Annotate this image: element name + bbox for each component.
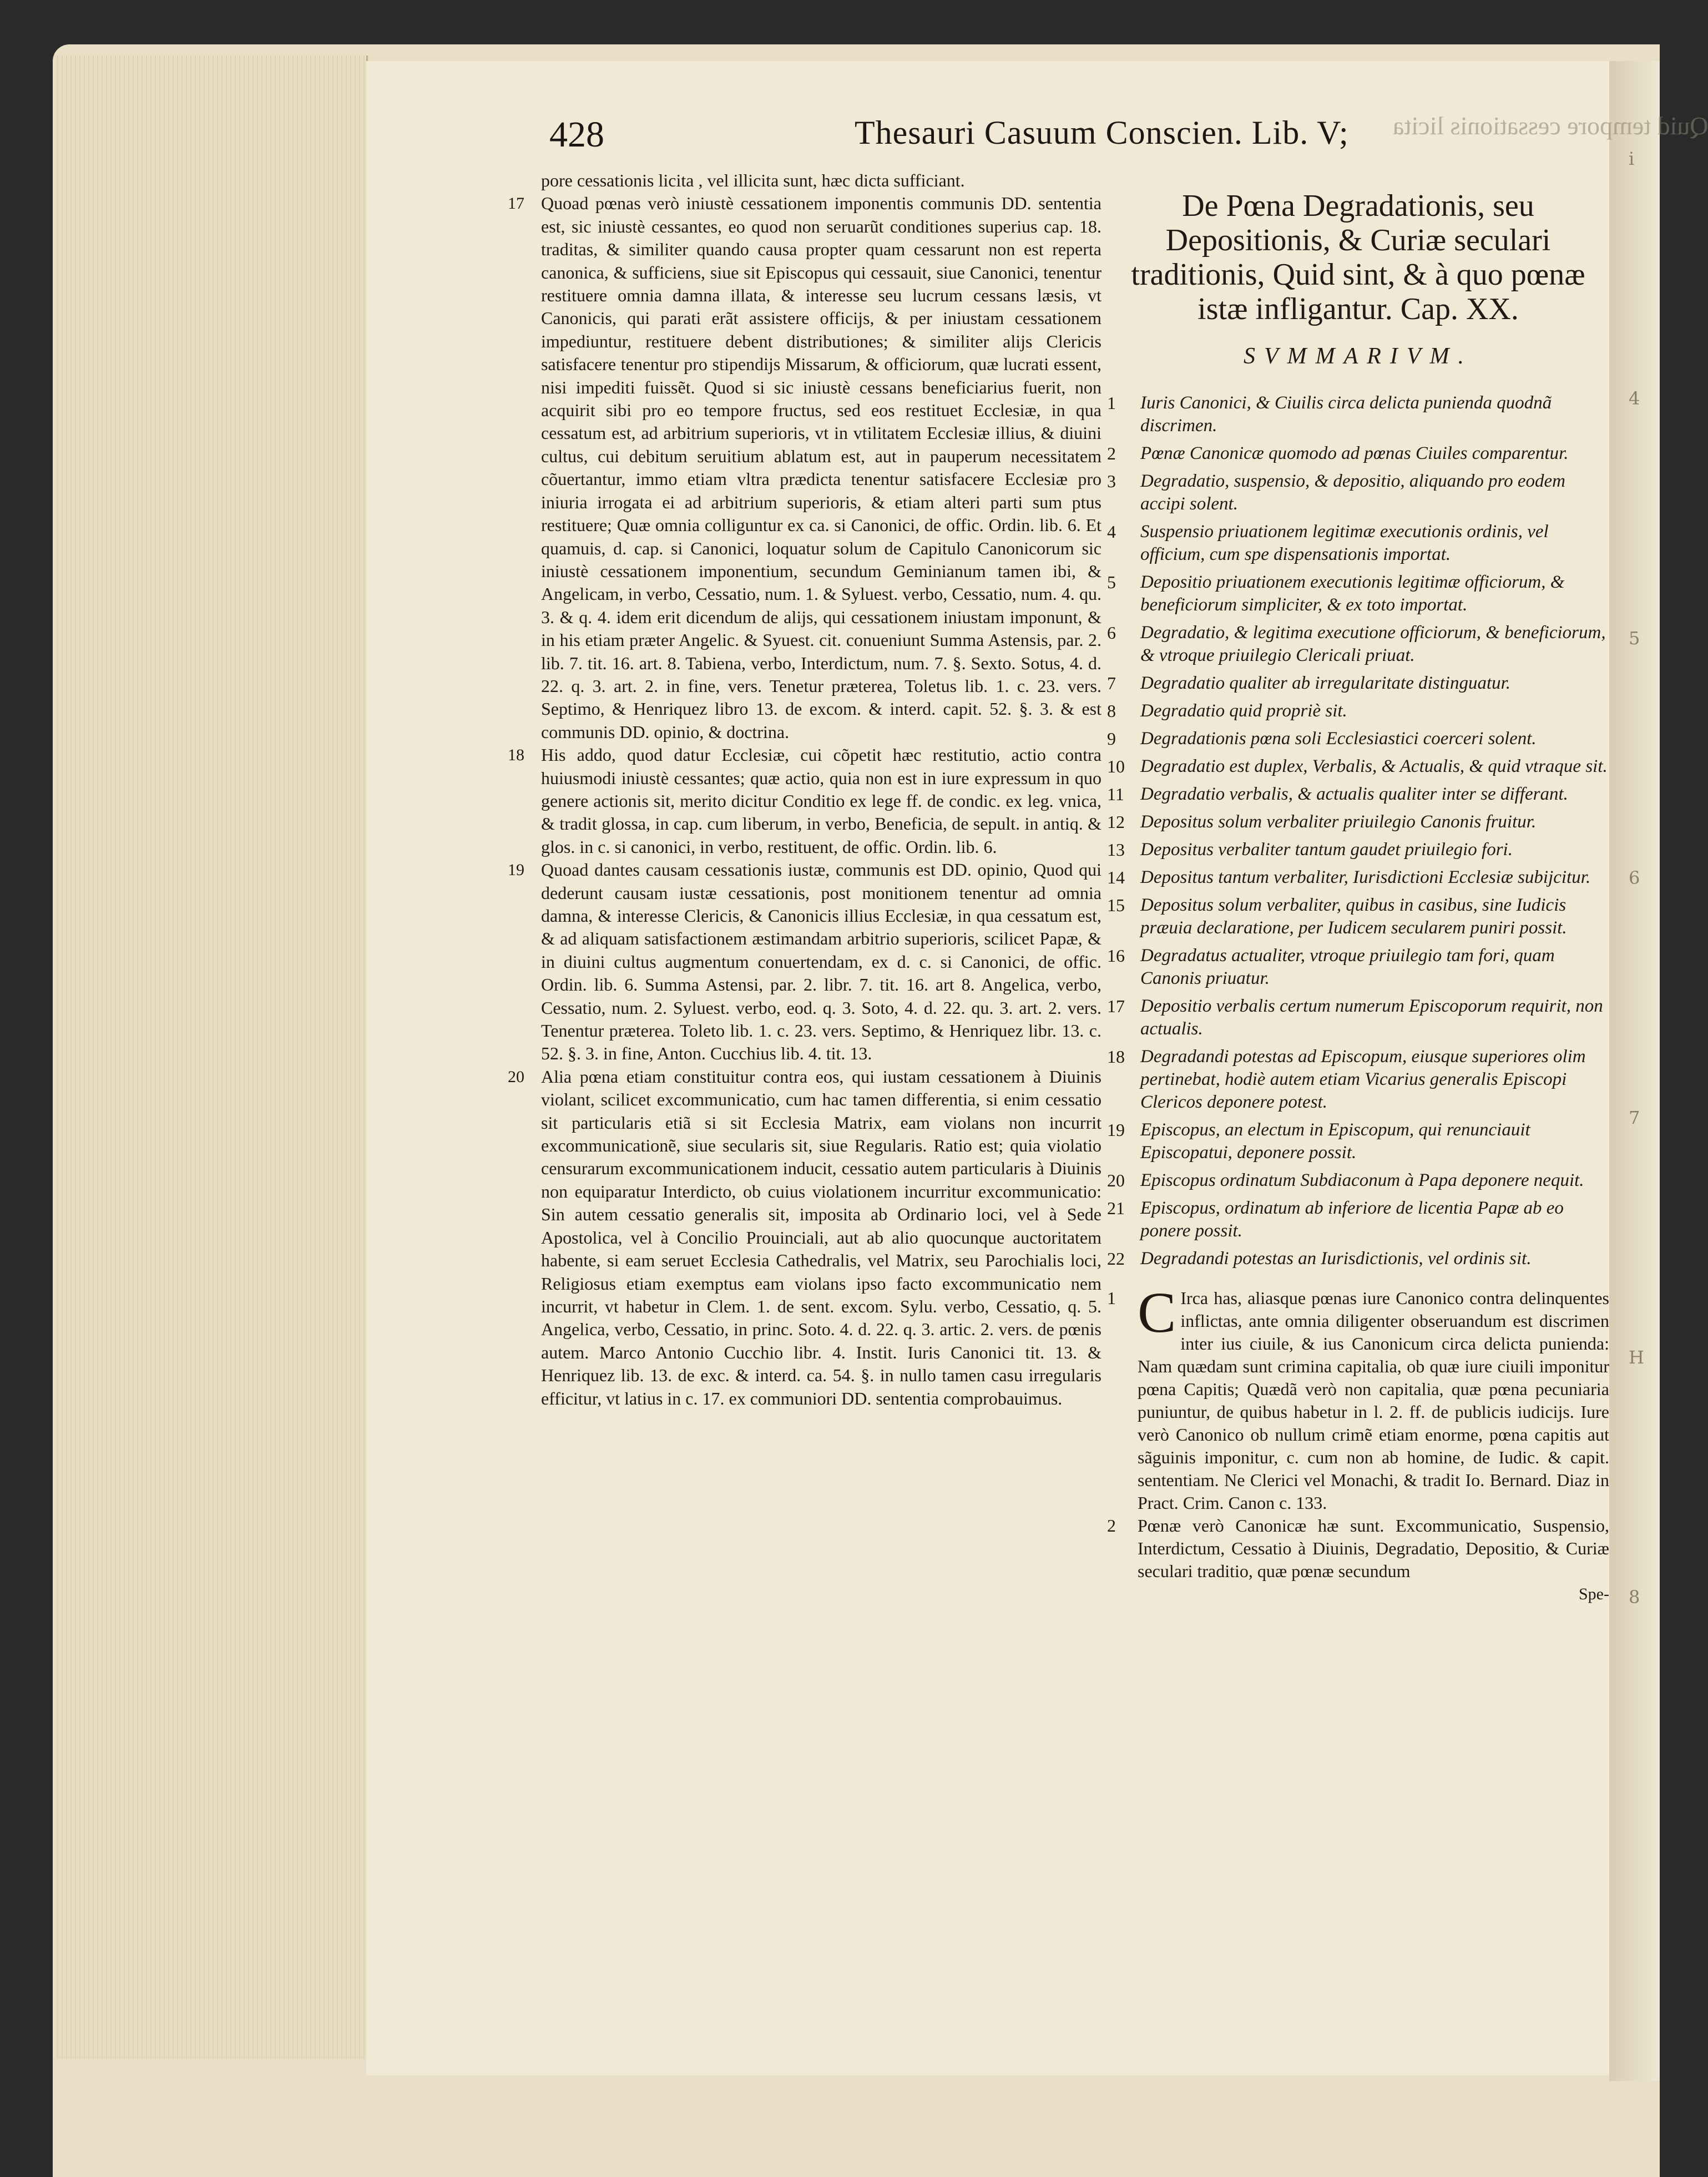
summary-item bbox=[1107, 995, 1609, 1040]
summary-item bbox=[1107, 1247, 1609, 1270]
summary-number: 17 bbox=[1107, 996, 1125, 1016]
summary-item bbox=[1107, 521, 1609, 566]
summary-item bbox=[1107, 894, 1609, 940]
catchword: Spe- bbox=[1579, 1585, 1609, 1603]
paragraph-number: 1 bbox=[1107, 1288, 1116, 1308]
paragraph-text: Pœnæ verò Canonicæ hæ sunt. Excommunicatio, Suspensio, Interdictum, Cessatio à Diuinis, Degradatio, Depositio, & Curiæ seculari traditio, quæ pœnæ secundum bbox=[1138, 1516, 1609, 1581]
paragraph-text: Quoad pœnas verò iniustè cessationem imponentis communis DD. sententia est, sic iniustè cessantes, eo quod non seruarũt conditiones superius cap. 18. traditas, & similiter quando causa propter quam cessarunt non est reperta canonica, & sufficiens, siue sit Episcopus qui cessauit, siue Canonici, tenentur restituere omnia damna illata, & interesse seu lucrum cessans læsis, vt Canonicis, qui parati erãt assistere officijs, & per iniustam cessationem impediuntur, restituere debent distributiones; & similiter alijs Clericis satisfacere tenentur pro stipendijs Missarum, & officiorum, quæ lucrati essent, nisi impediti fuissẽt. Quod si sic iniustè cessans beneficiarius fuerit, non acquirit sibi pro eo tempore fructus, sed eos restituet Ecclesiæ, in qua cessatum est, ad arbitrium superioris, vt in vtilitatem Ecclesiæ illius, & diuini cultus, cui debitum seruitium ablatum est, aut in pauperum necessitatem cõuertantur, immo etiam vltra prædicta tenentur satisfacere Ecclesiæ pro iniuria irrogata ei ad arbitrium superioris, & etiam alteri parti sum ptus restituere; Quæ omnia colliguntur ex ca. si Canonici, de offic. Ordin. lib. 6. Et quamuis, d. cap. si Canonici, loquatur solum de Capitulo Canonicorum sic iniustè cessationem imponentium, secundum Geminianum tamen ibi, & Angelicam, in verbo, Cessatio, num. 1. & Syluest. verbo, Cessatio, num. 4. qu. 3. & q. 4. idem erit dicendum de alijs, qui cessationem iniustam imponunt, & in his etiam præter Angelic. & Syuest. cit. conueniunt Summa Astensis, par. 2. lib. 7. tit. 16. art. 8. Tabiena, verbo, Interdictum, num. 7. §. Sexto. Sotus, 4. d. 22. q. 3. art. 2. in fine, vers. Tenetur præterea, Toletus lib. 1. c. 23. vers. Septimo, & Henriquez libro 13. de excom. & interd. capit. 52. §. 3. & est communis DD. opinio, & doctrina. bbox=[541, 193, 1101, 742]
paragraph-text: Irca has, aliasque pœnas iure Canonico contra delinquentes inflictas, ante omnia diligenter obseruandum est discrimen inter ius ciuile, & ius Canonicum circa delicta punienda: Nam quædam sunt crimina capitalia, ob quæ iure ciuili imponitur pœna Capitis; Quædã verò non capitalia, quæ pœna pecuniaria puniuntur, de quibus habetur in l. 2. ff. de publicis iudicijs. Iure verò Canonico ob nullum crimẽ etiam enorme, pœna capitis aut sãguinis imponitur, c. cum non ab homine, de Iudic. & capit. sententiam. Ne Clerici vel Monachi, & tradit Io. Bernard. Diaz in Pract. Crim. Canon c. 133. bbox=[1138, 1288, 1609, 1513]
summary-item bbox=[1107, 700, 1609, 723]
summary-number: 5 bbox=[1107, 572, 1116, 592]
summary-item bbox=[1107, 1169, 1609, 1192]
summary-text: Degradandi potestas an Iurisdictionis, vel ordinis sit. bbox=[1140, 1249, 1532, 1269]
paragraph-number: 19 bbox=[508, 861, 524, 880]
summary-text: Degradandi potestas ad Episcopum, eiusque superiores olim pertinebat, hodiè autem etiam Vicarius generalis Episcopi Clericos deponere potest. bbox=[1140, 1047, 1586, 1112]
summary-text: Depositio verbalis certum numerum Episcoporum requirit, non actualis. bbox=[1140, 996, 1603, 1039]
summary-number: 19 bbox=[1107, 1120, 1125, 1140]
paragraph-text: Alia pœna etiam constituitur contra eos, qui iustam cessationem à Diuinis violant, scilicet excommunicatio, cum hac tamen differentia, si enim cessatio sit particularis etiã si sit Ecclesia Matrix, eam violans non incurrit excommunicationẽ, siue secularis sit, siue Regularis. Ratio est; quia violatio censurarum excommunicationem inducit, cessatio autem particularis à Diuinis non equiparatur Interdicto, ob cuius violationem incurritur excommunicatio: Sin autem cessatio generalis sit, imposita ab Ordinario loci, vel à Sede Apostolica, vel à Concilio Prouinciali, aut ab alio quocunque auctoritatem habente, si eam seruet Ecclesia Cathedralis, vel Matrix, seu Parochialis loci, Religiosus etiam exemptus eam violans ipso facto excommunicatio nem incurrit, vt habetur in Clem. 1. de sent. excom. Sylu. verbo, Cessatio, q. 5. Angelica, verbo, Cessatio, in princ. Soto. 4. d. 22. q. 3. artic. 2. vers. de pœnis autem. Marco Antonio Cucchio libr. 4. Instit. Iuris Canonici tit. 13. & Henriquez lib. 13. de exc. & interd. ca. 54. §. in nullo tamen casu irregularis efficitur, vt latius in c. 17. ex communiori DD. sententia comprobauimus. bbox=[541, 1066, 1101, 1408]
next-page-glyph: 4 bbox=[1629, 388, 1640, 409]
next-page-glyph: i bbox=[1629, 148, 1635, 169]
left-paragraph bbox=[508, 192, 1101, 744]
summary-number: 9 bbox=[1107, 729, 1116, 749]
next-page-glyph: 5 bbox=[1629, 628, 1640, 649]
summary-item bbox=[1107, 728, 1609, 750]
drop-cap: C bbox=[1138, 1281, 1176, 1345]
next-page-glyph: 7 bbox=[1629, 1107, 1640, 1128]
summary-item bbox=[1107, 672, 1609, 695]
summary-number: 15 bbox=[1107, 895, 1125, 915]
summary-list bbox=[1107, 392, 1609, 1270]
left-column bbox=[508, 169, 1101, 1410]
summary-item bbox=[1107, 1197, 1609, 1242]
paragraph-text: Quoad dantes causam cessationis iustæ, communis est DD. opinio, Quod qui dederunt causam iustæ cessationis, post monitionem tenentur ad omnia damna, & interesse Clericis, & Canonicis illius Ecclesiæ, in qua cessatum est, & ad aliquam satisfactionem æstimandam arbitrio superioris, scilicet Papæ, & in diuini cultus augmentum conuertendam, ex d. c. si Canonici, de offic. Ordin. lib. 6. Summa Astensi, par. 2. libr. 7. tit. 16. art 8. Angelica, verbo, Cessatio, num. 2. Syluest. verbo, eod. q. 3. Soto, 4. d. 22. qu. 3. art. 2. vers. Tenentur præterea. Toleto lib. 1. c. 23. vers. Septimo, & Henriquez libr. 13. c. 52. §. 3. in fine, Anton. Cucchius lib. 4. tit. 13. bbox=[541, 860, 1101, 1064]
summary-text: Depositio priuationem executionis legitimæ officiorum, & beneficiorum simpliciter, & ex toto importat. bbox=[1140, 572, 1565, 615]
summary-number: 8 bbox=[1107, 701, 1116, 721]
summary-text: Degradatio quid propriè sit. bbox=[1140, 701, 1347, 721]
summary-number: 3 bbox=[1107, 471, 1116, 491]
summary-item bbox=[1107, 811, 1609, 834]
summary-text: Episcopus, an electum in Episcopum, qui renunciauit Episcopatui, deponere possit. bbox=[1140, 1120, 1530, 1163]
summary-item bbox=[1107, 783, 1609, 806]
summary-item bbox=[1107, 622, 1609, 667]
summary-text: Suspensio priuationem legitimæ executionis ordinis, vel officium, cum spe dispensationis importat. bbox=[1140, 522, 1549, 564]
summary-number: 22 bbox=[1107, 1249, 1125, 1269]
summary-item bbox=[1107, 571, 1609, 617]
summary-number: 11 bbox=[1107, 784, 1124, 804]
summary-text: Depositus tantum verbaliter, Iurisdictioni Ecclesiæ subijcitur. bbox=[1140, 867, 1591, 887]
summary-item bbox=[1107, 755, 1609, 778]
summary-text: Degradatio verbalis, & actualis qualiter inter se differant. bbox=[1140, 784, 1568, 804]
left-paragraph bbox=[508, 858, 1101, 1065]
right-column bbox=[1107, 189, 1609, 1604]
summary-item bbox=[1107, 1045, 1609, 1114]
next-page-glyph: 6 bbox=[1629, 867, 1640, 888]
summary-number: 7 bbox=[1107, 673, 1116, 693]
page-number: 428 bbox=[549, 114, 604, 155]
running-header bbox=[549, 114, 1376, 164]
summary-heading: SVMMARIVM. bbox=[1243, 344, 1473, 369]
summary-item bbox=[1107, 442, 1609, 465]
left-paragraph bbox=[508, 744, 1101, 858]
summary-text: Depositus verbaliter tantum gaudet priuilegio fori. bbox=[1140, 840, 1513, 860]
summary-item bbox=[1107, 839, 1609, 861]
chapter-title: De Pœna Degradationis, seu Depositionis, & Curiæ seculari traditionis, Quid sint, & à quo pœnæ istæ infligantur. Cap. XX. bbox=[1131, 189, 1585, 326]
summary-number: 2 bbox=[1107, 443, 1116, 463]
summary-text: Pœnæ Canonicæ quomodo ad pœnas Ciuiles comparentur. bbox=[1140, 443, 1569, 463]
summary-item bbox=[1107, 470, 1609, 516]
summary-text: Episcopus ordinatum Subdiaconum à Papa deponere nequit. bbox=[1140, 1170, 1584, 1190]
summary-number: 1 bbox=[1107, 393, 1116, 413]
paragraph-text: His addo, quod datur Ecclesiæ, cui cõpetit hæc restitutio, actio contra huiusmodi iniustè cessantes; quæ actio, quia non est in iure expressum in quo genere actionis sit, merito dicitur Conditio ex lege ff. de condic. ex leg. vnica, & tradit glossa, in cap. cum liberum, in verbo, Beneficia, de sepult. in antiq. & glos. in c. si canonici, in verbo, restituent, de offic. Ordin. lib. 6. bbox=[541, 745, 1101, 857]
right-paragraph bbox=[1107, 1281, 1609, 1514]
summary-text: Episcopus, ordinatum ab inferiore de licentia Papæ ab eo ponere possit. bbox=[1140, 1198, 1564, 1241]
page-edges bbox=[55, 55, 368, 2059]
summary-number: 14 bbox=[1107, 867, 1125, 887]
summary-number: 12 bbox=[1107, 812, 1125, 832]
right-paragraph bbox=[1107, 1514, 1609, 1583]
summary-text: Iuris Canonici, & Ciuilis circa delicta punienda quodnã discrimen. bbox=[1140, 393, 1552, 436]
paragraph-number: 18 bbox=[508, 746, 524, 765]
summary-number: 13 bbox=[1107, 840, 1125, 860]
running-title: Thesauri Casuum Conscien. Lib. V; bbox=[855, 114, 1349, 151]
summary-number: 18 bbox=[1107, 1047, 1125, 1067]
summary-text: Degradatus actualiter, vtroque priuilegio tam fori, quam Canonis priuatur. bbox=[1140, 946, 1555, 988]
next-page-margin-text bbox=[1629, 139, 1660, 1817]
next-page-glyph: H bbox=[1629, 1347, 1644, 1368]
summary-text: Degradatio, suspensio, & depositio, aliquando pro eodem accipi solent. bbox=[1140, 471, 1565, 514]
summary-item bbox=[1107, 944, 1609, 990]
summary-number: 16 bbox=[1107, 946, 1125, 966]
paragraph-number: 2 bbox=[1107, 1516, 1116, 1535]
bleed-through-title: Quid tempore cessationis licita bbox=[1393, 112, 1708, 140]
summary-item bbox=[1107, 392, 1609, 437]
paragraph-number: 20 bbox=[508, 1067, 524, 1086]
summary-number: 6 bbox=[1107, 623, 1116, 643]
summary-text: Degradationis pœna soli Ecclesiastici coerceri solent. bbox=[1140, 729, 1537, 749]
summary-text: Depositus solum verbaliter priuilegio Canonis fruitur. bbox=[1140, 812, 1537, 832]
summary-text: Degradatio est duplex, Verbalis, & Actualis, & quid vtraque sit. bbox=[1140, 756, 1608, 776]
right-body-text bbox=[1107, 1281, 1609, 1583]
summary-item bbox=[1107, 866, 1609, 889]
paragraph-text: pore cessationis licita , vel illicita sunt, hæc dicta sufficiant. bbox=[541, 170, 965, 190]
summary-number: 4 bbox=[1107, 522, 1116, 542]
paragraph-number: 17 bbox=[508, 194, 524, 213]
next-page-glyph: 8 bbox=[1629, 1587, 1640, 1608]
left-paragraph bbox=[508, 1065, 1101, 1410]
summary-text: Degradatio, & legitima executione officiorum, & beneficiorum, & vtroque priuilegio Clericali priuat. bbox=[1140, 623, 1606, 665]
summary-text: Depositus solum verbaliter, quibus in casibus, sine Iudicis præuia declaratione, per Iudicem secularem puniri possit. bbox=[1140, 895, 1567, 938]
summary-text: Degradatio qualiter ab irregularitate distinguatur. bbox=[1140, 673, 1511, 693]
left-paragraph bbox=[541, 169, 1101, 192]
summary-number: 21 bbox=[1107, 1198, 1125, 1218]
summary-number: 10 bbox=[1107, 756, 1125, 776]
summary-item bbox=[1107, 1119, 1609, 1164]
summary-number: 20 bbox=[1107, 1170, 1125, 1190]
